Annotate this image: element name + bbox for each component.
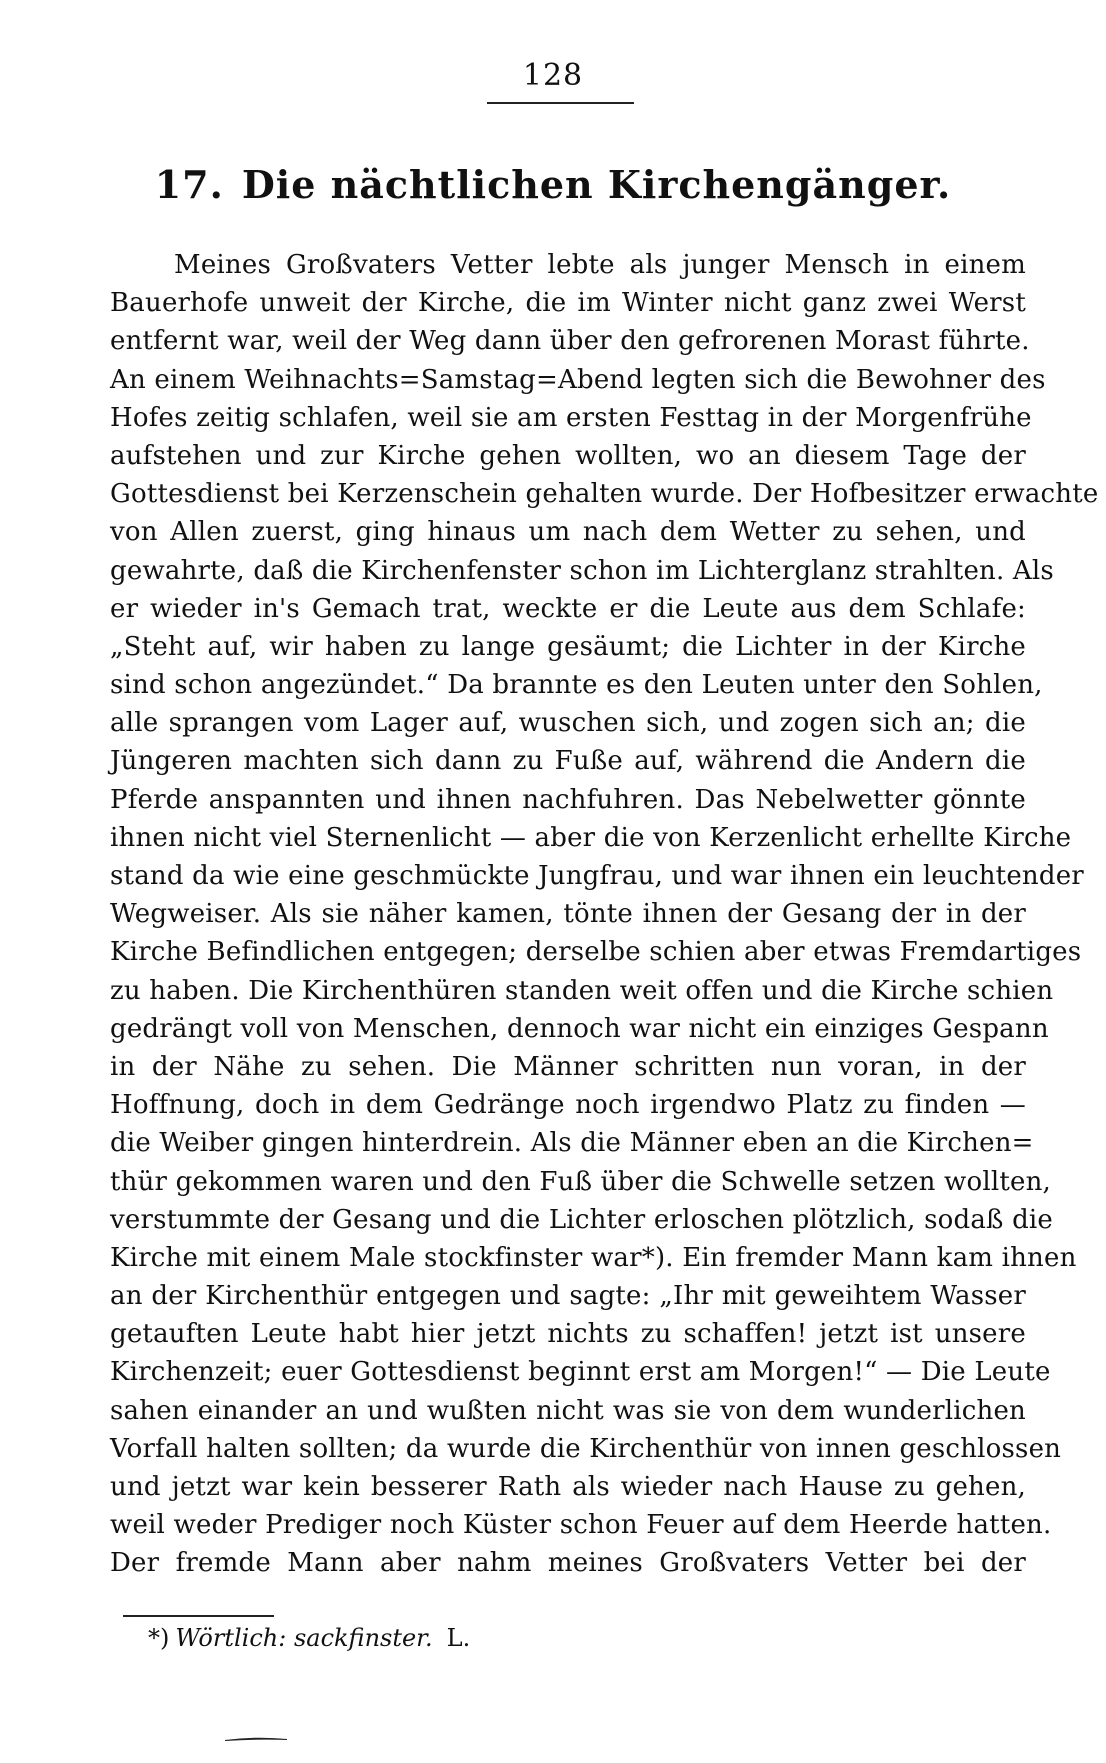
text-line: Hofes zeitig schlafen, weil sie am ersten Festtag in der Morgenfrühe bbox=[110, 402, 1032, 433]
footnote-text: Wörtlich: sackfinster. bbox=[175, 1624, 433, 1652]
text-line: entfernt war, weil der Weg dann über den gefrorenen Morast führte. bbox=[110, 326, 1030, 357]
text-line: Bauerhofe unweit der Kirche, die im Winter nicht ganz zwei Werst bbox=[110, 288, 1026, 319]
chapter-heading bbox=[0, 162, 1106, 207]
text-line: er wieder in's Gemach trat, weckte er die Leute aus dem Schlafe: bbox=[110, 593, 1026, 624]
text-line: Wegweiser. Als sie näher kamen, tönte ihnen der Gesang der in der bbox=[110, 899, 1026, 930]
text-line: aufstehen und zur Kirche gehen wollten, wo an diesem Tage der bbox=[110, 440, 1026, 471]
text-line: Meines Großvaters Vetter lebte als junger Mensch in einem bbox=[174, 250, 1026, 280]
text-line: Vorfall halten sollten; da wurde die Kirchenthür von innen geschlossen bbox=[110, 1433, 1062, 1464]
body-text bbox=[110, 246, 1099, 1583]
text-line: verstummte der Gesang und die Lichter erloschen plötzlich, sodaß die bbox=[110, 1204, 1054, 1235]
text-line: Kirche mit einem Male stockfinster war*). Ein fremder Mann kam ihnen bbox=[110, 1242, 1077, 1273]
text-line: Der fremde Mann aber nahm meines Großvaters Vetter bei der bbox=[110, 1548, 1026, 1579]
text-line: ihnen nicht viel Sternenlicht — aber die von Kerzenlicht erhellte Kirche bbox=[110, 822, 1072, 853]
text-line: Hoffnung, doch in dem Gedränge noch irgendwo Platz zu finden — bbox=[110, 1090, 1026, 1121]
footnote-initial: L. bbox=[446, 1624, 471, 1652]
text-line: Kirche Befindlichen entgegen; derselbe schien aber etwas Fremdartiges bbox=[110, 937, 1082, 968]
text-line: von Allen zuerst, ging hinaus um nach dem Wetter zu sehen, und bbox=[110, 517, 1026, 548]
page-number: 128 bbox=[522, 58, 584, 93]
text-line: und jetzt war kein besserer Rath als wieder nach Hause zu gehen, bbox=[110, 1472, 1026, 1502]
footnote-rule bbox=[123, 1615, 274, 1617]
footnote bbox=[148, 1618, 470, 1658]
text-line: Gottesdienst bei Kerzenschein gehalten wurde. Der Hofbesitzer erwachte bbox=[110, 479, 1099, 510]
text-line: gedrängt voll von Menschen, dennoch war nicht ein einziges Gespann bbox=[110, 1013, 1049, 1044]
text-line: An einem Weihnachts=Samstag=Abend legten sich die Bewohner des bbox=[110, 364, 1046, 395]
footnote-marker: *) bbox=[148, 1624, 170, 1652]
text-line: in der Nähe zu sehen. Die Männer schritten nun voran, in der bbox=[110, 1051, 1026, 1082]
text-line: die Weiber gingen hinterdrein. Als die Männer eben an die Kirchen= bbox=[110, 1128, 1034, 1159]
text-line: Kirchenzeit; euer Gottesdienst beginnt erst am Morgen!“ — Die Leute bbox=[110, 1357, 1051, 1388]
chapter-title: Die nächtlichen Kirchengänger. bbox=[241, 162, 952, 207]
chapter-number: 17. bbox=[154, 162, 224, 207]
text-line: sahen einander an und wußten nicht was sie von dem wunderlichen bbox=[110, 1395, 1026, 1426]
text-line: thür gekommen waren und den Fuß über die Schwelle setzen wollten, bbox=[110, 1166, 1051, 1197]
text-line: stand da wie eine geschmückte Jungfrau, und war ihnen ein leuchtender bbox=[110, 861, 1084, 891]
text-line: an der Kirchenthür entgegen und sagte: „Ihr mit geweihtem Wasser bbox=[110, 1281, 1026, 1312]
text-line: weil weder Prediger noch Küster schon Feuer auf dem Heerde hatten. bbox=[110, 1510, 1052, 1541]
text-line: sind schon angezündet.“ Da brannte es den Leuten unter den Sohlen, bbox=[110, 670, 1043, 701]
text-line: getauften Leute habt hier jetzt nichts zu schaffen! jetzt ist unsere bbox=[110, 1319, 1026, 1350]
text-line: Pferde anspannten und ihnen nachfuhren. Das Nebelwetter gönnte bbox=[110, 784, 1026, 815]
text-line: zu haben. Die Kirchenthüren standen weit offen und die Kirche schien bbox=[110, 975, 1054, 1006]
text-line: alle sprangen vom Lager auf, wuschen sich, und zogen sich an; die bbox=[110, 708, 1026, 739]
text-line: „Steht auf, wir haben zu lange gesäumt; die Lichter in der Kirche bbox=[110, 631, 1026, 662]
printer-dash-mark bbox=[225, 1736, 287, 1742]
text-line: gewahrte, daß die Kirchenfenster schon im Lichterglanz strahlten. Als bbox=[110, 555, 1054, 586]
text-line: Jüngeren machten sich dann zu Fuße auf, während die Andern die bbox=[110, 746, 1026, 777]
page-number-rule bbox=[487, 102, 634, 104]
